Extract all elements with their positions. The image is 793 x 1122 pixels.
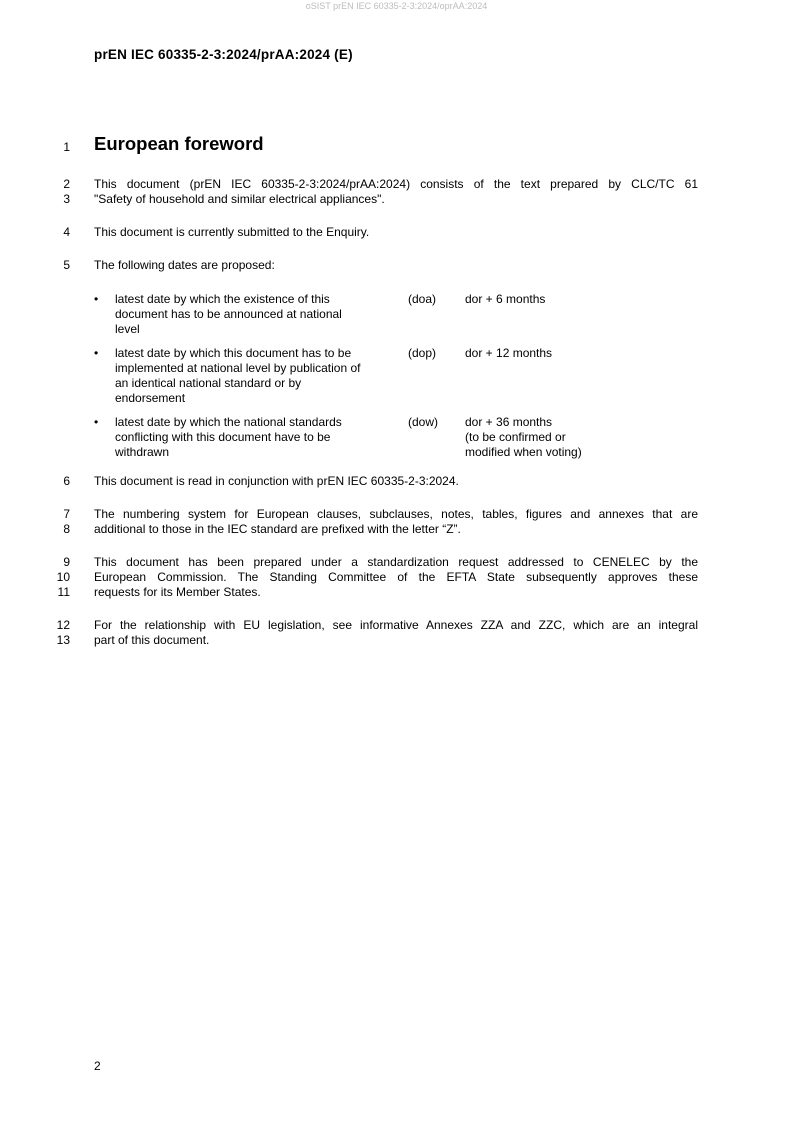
text-line: dor + 6 months [465,292,546,306]
text-line: The following dates are proposed: [94,258,275,272]
paragraph-eu-legislation [94,618,698,648]
line-number: 5 [63,258,70,272]
paragraph-dates-intro [94,258,698,273]
paragraph-standardization-request [94,555,698,600]
paragraph-intro [94,177,698,207]
text-line: latest date by which the national standards [115,415,342,429]
line-number: 13 [56,633,70,647]
paragraph-numbering [94,507,698,537]
date-code: (dop) [408,346,437,360]
section-heading: European foreword [94,133,264,154]
line-number: 7 [63,507,70,521]
date-description [115,415,400,460]
text-line: modified when voting) [465,445,582,459]
date-period [465,292,615,307]
paragraph-enquiry [94,225,698,240]
text-line: European Commission. The Standing Committee of the EFTA State subsequently approves these [94,570,698,584]
date-code: (doa) [408,292,437,306]
text-line: withdrawn [115,445,170,459]
text-line: "Safety of household and similar electrical appliances". [94,192,385,206]
text-line: This document has been prepared under a standardization request addressed to CENELEC by the [94,555,698,569]
line-number: 2 [63,177,70,191]
text-line: endorsement [115,391,186,405]
text-line: implemented at national level by publication of [115,361,361,375]
date-description [115,346,400,406]
line-number: 9 [63,555,70,569]
text-line: dor + 36 months [465,415,553,429]
text-line: This document is read in conjunction with prEN IEC 60335-2-3:2024. [94,474,459,488]
line-number: 12 [56,618,70,632]
text-line: an identical national standard or by [115,376,302,390]
text-line: For the relationship with EU legislation, see informative Annexes ZZA and ZZC, which are an integral [94,618,698,632]
line-number: 6 [63,474,70,488]
line-number: 10 [56,570,70,584]
bullet: • [94,346,99,360]
line-number: 3 [63,192,70,206]
watermark: oSIST prEN IEC 60335-2-3:2024/oprAA:2024 [305,1,488,11]
line-number: 11 [57,585,70,599]
text-line: The numbering system for European clauses, subclauses, notes, tables, figures and annexes that are [94,507,698,521]
text-line: level [115,322,140,336]
date-period [465,415,615,460]
date-period [465,346,615,361]
text-line: This document (prEN IEC 60335-2-3:2024/prAA:2024) consists of the text prepared by CLC/TC 61 [94,177,698,191]
bullet: • [94,292,99,306]
line-number: 4 [63,225,70,239]
text-line: requests for its Member States. [94,585,261,599]
text-line: latest date by which this document has to be [115,346,352,360]
date-code: (dow) [408,415,439,429]
text-line: (to be confirmed or [465,430,566,444]
line-number: 8 [63,522,70,536]
page-number: 2 [94,1059,101,1073]
document-identifier: prEN IEC 60335-2-3:2024/prAA:2024 (E) [94,47,353,62]
text-line: latest date by which the existence of this [115,292,330,306]
text-line: part of this document. [94,633,210,647]
line-number: 1 [63,140,70,154]
text-line: This document is currently submitted to the Enquiry. [94,225,370,239]
paragraph-conjunction [94,474,698,489]
text-line: conflicting with this document have to be [115,430,331,444]
text-line: dor + 12 months [465,346,553,360]
text-line: additional to those in the IEC standard are prefixed with the letter “Z”. [94,522,461,536]
text-line: document has to be announced at national [115,307,342,321]
date-description [115,292,400,337]
bullet: • [94,415,99,429]
